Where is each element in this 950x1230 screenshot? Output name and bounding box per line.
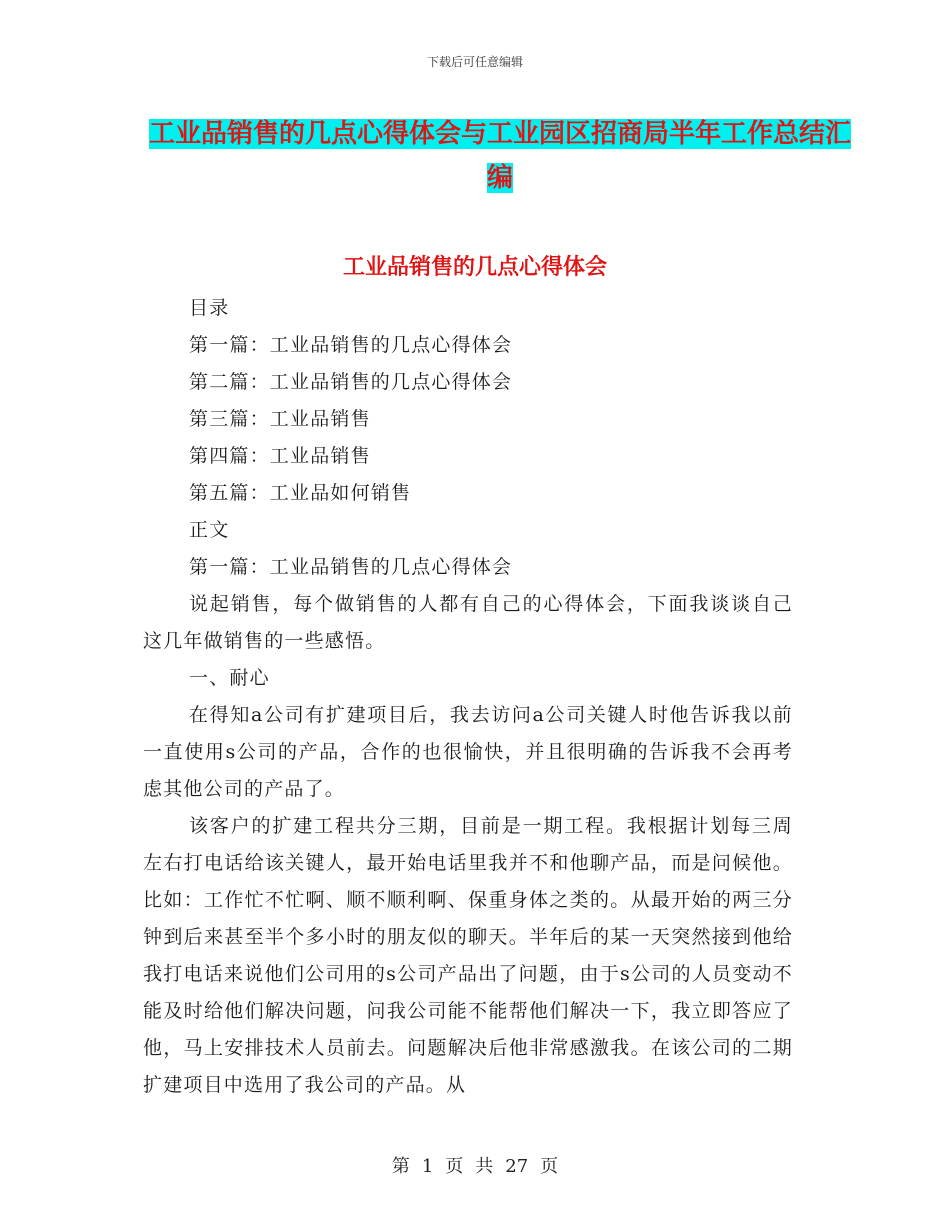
paragraph: 第三篇：工业品销售 [189, 408, 371, 430]
paragraph: 第四篇：工业品销售 [189, 445, 371, 467]
paragraph: 第一篇：工业品销售的几点心得体会 [189, 334, 513, 356]
header-note: 下载后可任意编辑 [426, 55, 523, 69]
paragraph: 在得知a公司有扩建项目后，我去访问a公司关键人时他告诉我以前一直使用s公司的产品，合作的也很愉快，并且很明确的告诉我不会再考虑其他公司的产品了。 [143, 704, 793, 800]
paragraph: 该客户的扩建工程共分三期，目前是一期工程。我根据计划每三周左右打电话给该关键人，最开始电话里我并不和他聊产品，而是问候他。比如：工作忙不忙啊、顺不顺利啊、保重身体之类的。从最开始的两三分钟到后来甚至半个多小时的朋友似的聊天。半年后的某一天突然接到他给我打电话来说他们公司用的s公司产品出了问题，由于s公司的人员变动不能及时给他们解决问题，问我公司能不能帮他们解决一下，我立即答应了他，马上安排技术人员前去。问题解决后他非常感激我。在该公司的二期扩建项目中选用了我公司的产品。从 [143, 815, 793, 1096]
footer-label-total: 共 [475, 1156, 494, 1177]
paragraph: 一、耐心 [189, 667, 270, 689]
page-footer [0, 1152, 950, 1178]
paragraph: 第五篇：工业品如何销售 [189, 482, 412, 504]
paragraph: 第二篇：工业品销售的几点心得体会 [189, 371, 513, 393]
paragraph: 第一篇：工业品销售的几点心得体会 [189, 556, 513, 578]
section-title: 工业品销售的几点心得体会 [342, 255, 607, 280]
footer-total-pages: 27 [505, 1156, 529, 1177]
document-body [143, 290, 793, 1104]
document-title [140, 112, 860, 200]
paragraph: 说起销售，每个做销售的人都有自己的心得体会，下面我谈谈自己这几年做销售的一些感悟。 [143, 593, 793, 652]
footer-label-end: 页 [540, 1156, 559, 1177]
footer-page-number: 1 [421, 1156, 434, 1177]
paragraph: 目录 [189, 297, 230, 319]
document-title-text: 工业品销售的几点心得体会与工业园区招商局半年工作总结汇编 [148, 119, 851, 193]
footer-label-of: 页 [445, 1156, 464, 1177]
footer-label-page: 第 [391, 1156, 410, 1177]
paragraph: 正文 [189, 519, 230, 541]
